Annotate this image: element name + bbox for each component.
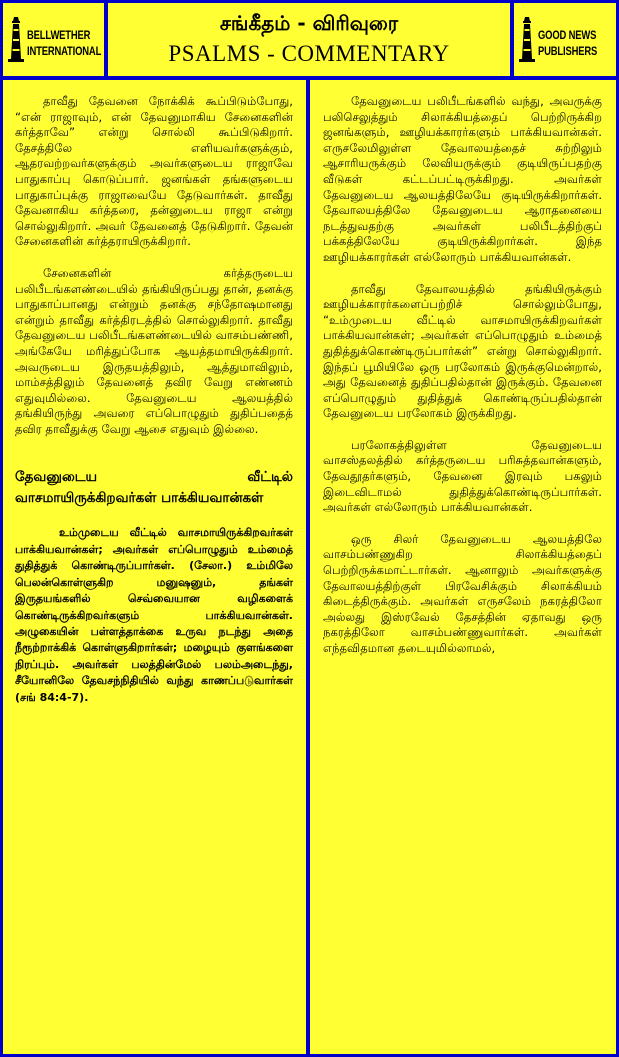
bellwether-logo	[7, 15, 103, 65]
logo-right-line1: GOOD NEWS	[538, 30, 597, 42]
header-right-logo-box	[514, 3, 616, 76]
logo-left-line1: BELLWETHER	[27, 30, 91, 42]
left-column	[3, 80, 306, 1054]
logo-left-line2: INTERNATIONAL	[27, 46, 102, 58]
scripture-quote: உம்முடைய வீட்டில் வாசமாயிருக்கிறவர்கள் பாக்கியவான்கள்; அவர்கள் எப்பொழுதும் உம்மைத் துதித்துக் கொண்டிருப்பார்கள். (சேலா.) உம்மிலே பெலன்கொள்ளுகிற மனுஷனும், தங்கள் இருதயங்களில் செவ்வையான வழிகளைக் கொண்டிருக்கிறவர்களும் பாக்கியவான்கள். அழுகையின் பள்ளத்தாக்கை உருவ நடந்து அதை நீரூற்றாக்கிக் கொள்ளுகிறார்கள்; மழையும் குளங்களை நிரப்பும். அவர்கள் பலத்தின்மேல் பலம்அடைந்து, சீயோனிலே தேவசந்நிதியில் வந்து காணப்படுவார்கள் (சங் 84:4-7).	[15, 526, 293, 704]
title-english: PSALMS - COMMENTARY	[168, 41, 450, 66]
right-column	[310, 80, 616, 1054]
right-paragraph-3: பரலோகத்திலுள்ள தேவனுடைய வாசஸ்தலத்தில் கர்த்தருடைய பரிசுத்தவான்களும், தேவதூதர்களும், தேவனை இரவும் பகலும் இடைவிடாமல் துதித்துக்கொண்டிருப்பார்கள். அவர்கள் எல்லோரும் பாக்கியவான்கள்.	[323, 437, 602, 515]
header-left-logo-box	[3, 3, 104, 76]
title-tamil: சங்கீதம் - விரிவுரை	[219, 11, 399, 35]
right-paragraph-2: தாவீது தேவாலயத்தில் தங்கியிருக்கும் ஊழியக்காரர்களைப்பற்றிச் சொல்லும்போது, “உம்முடைய வீட்டில் வாசமாயிருக்கிறவர்கள் பாக்கியவான்கள்; அவர்கள் எப்பொழுதும் உம்மைத் துதித்துக்கொண்டிருப்பார்கள்” என்று சொல்லுகிறார். இந்தப் பூமியிலே ஒரு பரலோகம் இருக்குமென்றால், அது தேவனைத் துதிப்பதில்தான் இருக்கும். தேவனை எப்பொழுதும் துதித்துக் கொண்டிருப்பதில்தான் தேவனுடைய பரலோகம் இருக்கிறது.	[323, 281, 602, 421]
left-paragraph-1: தாவீது தேவனை நோக்கிக் கூப்பிடும்போது, “என் ராஜாவும், என் தேவனுமாகிய சேனைகளின் கர்த்தாவே” என்று சொல்லி கூப்பிடுகிறார். தேசத்திலே எளியவர்களுக்கும், ஆதரவற்றவர்களுக்கும் அவர்களுடைய ராஜாவே பாதுகாப்பு கொடுப்பார். ஜனங்கள் தங்களுடைய பாதுகாப்புக்கு ராஜாவையே தேடுவார்கள். தாவீது தேவனாகிய கர்த்தரை, தன்னுடைய ராஜா என்று சொல்லுகிறார். அவர் தேவனைத் தேடுகிறார். தேவன் சேனைகளின் கர்த்தராயிருக்கிறார்.	[15, 94, 293, 249]
logo-right-line2: PUBLISHERS	[538, 46, 598, 58]
right-paragraph-4: ஒரு சிலர் தேவனுடைய ஆலயத்திலே வாசம்பண்ணுகிற சிலாக்கியத்தைப் பெற்றிருக்கமாட்டார்கள். ஆனாலும் அவர்களுக்கு தேவாலயத்திற்குள் பிரவேசிக்கும் சிலாக்கியம் கிடைத்திருக்கும். அவர்கள் எருசலேம் நகரத்திலோ அல்லது இஸ்ரவேல் தேசத்தின் ஏதாவது ஒரு நகரத்திலோ வாசம்பண்ணுவார்கள். அவர்கள் எந்தவிதமான தடையுமில்லாமல்,	[323, 531, 602, 655]
header-title-box	[108, 3, 510, 76]
lighthouse-icon	[7, 15, 25, 63]
left-paragraph-2: சேனைகளின் கர்த்தருடைய பலிபீடங்களண்டையில் தங்கியிருப்பது தான், தனக்கு பாதுகாப்பானது என்றும் தனக்கு சந்தோஷமானது என்றும் தாவீது கர்த்திரடத்தில் சொல்லுகிறார். தாவீது தேவனுடைய பலிபீடங்களண்டையில் வாசம்பண்ணி, அங்கேயே மரித்துப்போக ஆயத்தமாயிருக்கிறார். அவருடைய இருதயத்திலும், ஆத்துமாவிலும், மாம்சத்திலும் தேவனைத் தவிர வேறு எண்ணம் எதுவுமில்லை. தேவனுடைய ஆலயத்தில் தங்கியிருந்து அவரை எப்பொழுதும் துதிப்பதைத் தவிர தாவீதுக்கு வேறு ஆசை எதுவும் இல்லை.	[15, 265, 293, 436]
good-news-logo	[518, 15, 614, 65]
section-heading: தேவனுடைய வீட்டில் வாசமாயிருக்கிறவர்கள் பாக்கியவான்கள்	[15, 469, 293, 507]
lighthouse-icon	[518, 15, 536, 63]
right-paragraph-1: தேவனுடைய பலிபீடங்களில் வந்து, அவருக்கு பலிசெலுத்தும் சிலாக்கியத்தைப் பெற்றிருக்கிற ஜனங்களும், ஊழியக்காரர்களும் பாக்கியவான்கள். எருசலேமிலுள்ள தேவாலயத்தைச் சுற்றிலும் ஆசாரியருக்கும் லேவியருக்கும் குடியிருப்பதற்கு வீடுகள் கட்டப்பட்டிருக்கிறது. அவர்கள் தேவனுடைய ஆலயத்திலேயே குடியிருக்கிறார்கள். தேவாலயத்திலே தேவனுடைய ஆராதனையை நடத்துவதற்கு அவர்கள் பலிபீடத்திற்குப் பக்கத்திலேயே குடியிருக்கிறார்கள். இந்த ஊழியக்காரர்கள் எல்லோரும் பாக்கியவான்கள்.	[323, 94, 602, 264]
